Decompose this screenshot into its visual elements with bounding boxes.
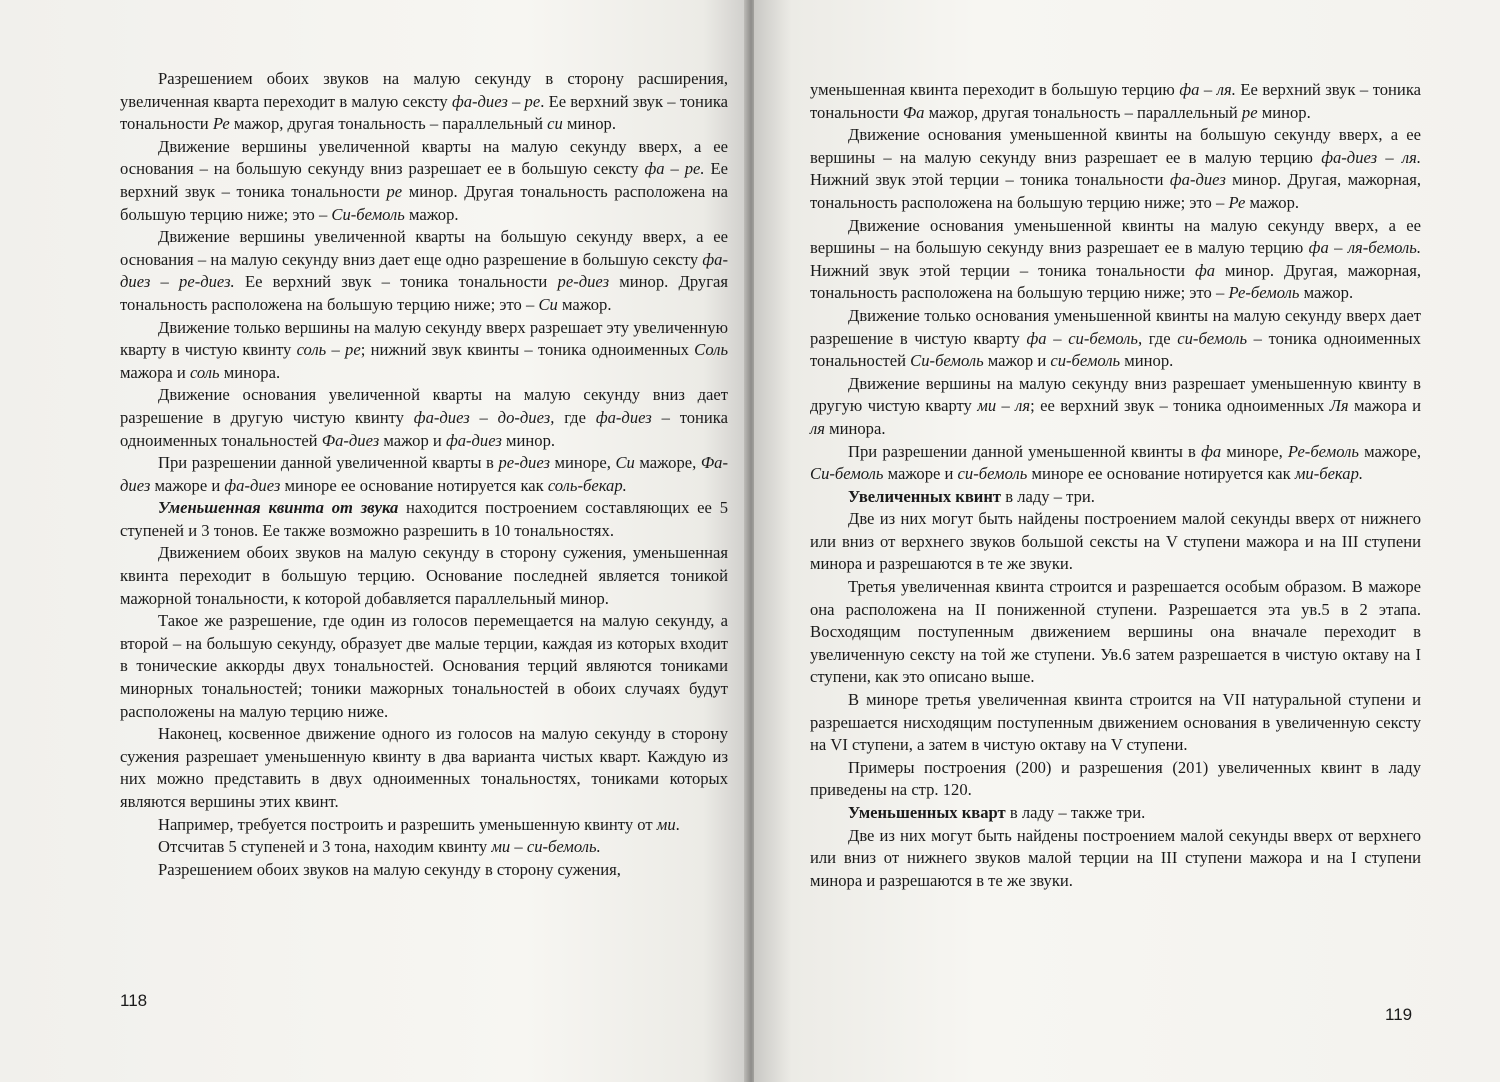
paragraph: При разрешении данной уменьшенной квинты в фа миноре, Ре-бемоль мажоре, Си-бемоль мажоре и си-бемоль миноре ее основание нотируется как ми-бекар. (810, 441, 1422, 484)
left-page-number: 118 (120, 991, 148, 1010)
paragraph: Движение только вершины на малую секунду вверх разрешает эту увеличенную кварту в чистую квинту соль – ре; нижний звук квинты – тоника одноименных Соль мажора и соль минора. (120, 317, 728, 382)
paragraph: Движение только основания уменьшенной квинты на малую секунду вверх дает разрешение в чистую кварту фа – си-бемоль, где си-бемоль – тоника одноименных тональностей Си-бемоль мажор и си-бемоль минор. (810, 305, 1421, 371)
left-page-text (120, 68, 728, 881)
left-page (0, 0, 748, 1082)
right-page-text (810, 79, 1421, 892)
paragraph: Разрешением обоих звуков на малую секунду в сторону расширения, увеличенная кварта переходит в малую сексту фа-диез – ре. Ее верхний звук – тоника тональности Ре мажор, другая тональность – параллельный си минор. (120, 69, 728, 134)
paragraph: Две из них могут быть найдены построением малой секунды вверх от верхнего или вниз от нижнего звуков малой терции на III ступени мажора и на I ступени минора и разрешаются в те же звуки. (810, 825, 1421, 890)
paragraph: Разрешением обоих звуков на малую секунду в сторону сужения, (158, 859, 621, 879)
paragraph: Уменьшенных кварт в ладу – также три. (848, 803, 1146, 822)
paragraph: Движение основания уменьшенной квинты на малую секунду вверх, а ее вершины – на большую секунду вниз разрешает ее в малую терцию фа – ля-бемоль. Нижний звук этой терции – тоника тональности фа минор. Другая, мажорная, тональность расположена на большую терцию ниже; это – Ре-бемоль мажор. (810, 215, 1421, 303)
paragraph: Две из них могут быть найдены построением малой секунды вверх от нижнего или вниз от верхнего звуков большой сексты на V ступени мажора и на III ступени минора и разрешаются в те же звуки. (810, 509, 1421, 574)
paragraph: Движение вершины на малую секунду вниз разрешает уменьшенную квинту в другую чистую кварту ми – ля; ее верхний звук – тоника одноименных Ля мажора и ля минора. (810, 373, 1422, 438)
paragraph: В миноре третья увеличенная квинта строится на VII натуральной ступени и разрешается нисходящим поступенным движением основания в увеличенную сексту на VI ступени, а затем в чистую октаву на V ступени. (810, 690, 1421, 755)
paragraph: При разрешении данной увеличенной кварты в ре-диез миноре, Си мажоре, Фа-диез мажоре и фа-диез миноре ее основание нотируется как соль-бекар. (120, 453, 728, 495)
right-page-number: 119 (1385, 1005, 1413, 1024)
right-page (754, 0, 1500, 1082)
paragraph: Движение основания увеличенной кварты на малую секунду вниз дает разрешение в другую чистую квинту фа-диез – до-диез, где фа-диез – тоника одноименных тональностей Фа-диез мажор и фа-диез минор. (120, 385, 728, 450)
paragraph: Уменьшенная квинта от звука находится построением составляющих ее 5 ступеней и 3 тонов. Ее также возможно разрешить в 10 тональностях. (120, 498, 728, 540)
paragraph: уменьшенная квинта переходит в большую терцию фа – ля. Ее верхний звук – тоника тональности Фа мажор, другая тональность – параллельный ре минор. (810, 80, 1421, 122)
paragraph: Наконец, косвенное движение одного из голосов на малую секунду в сторону сужения разрешает уменьшенную квинту в два варианта чистых кварт. Каждую из них можно представить в двух одноименных тональностях, тониками которых являются вершины этих квинт. (120, 724, 728, 811)
paragraph: Третья увеличенная квинта строится и разрешается особым образом. В мажоре она расположена на II пониженной ступени. Разрешается эта ув.5 в 2 этапа. Восходящим поступенным движением вершины она вначале переходит в увеличенную сексту на той же ступени. Ув.6 затем разрешается в чистую октаву на I ступени, как это описано выше. (810, 577, 1421, 687)
paragraph: Увеличенных квинт в ладу – три. (848, 486, 1095, 506)
paragraph: Движением обоих звуков на малую секунду в сторону сужения, уменьшенная квинта переходит в большую терцию. Основание последней является тоникой мажорной тональности, к которой добавляется параллельный минор. (120, 543, 728, 608)
paragraph: Движение основания уменьшенной квинты на большую секунду вверх, а ее вершины – на малую секунду вниз разрешает ее в малую терцию фа-диез – ля. Нижний звук этой терции – тоника тональности фа-диез минор. Другая, мажорная, тональность расположена на большую терцию ниже; это – Ре мажор. (810, 125, 1422, 212)
paragraph: Примеры построения (200) и разрешения (201) увеличенных квинт в ладу приведены на стр. 120. (810, 757, 1421, 800)
paragraph: Движение вершины увеличенной кварты на большую секунду вверх, а ее основания – на малую секунду вниз дает еще одно разрешение в большую сексту фа-диез – ре-диез. Ее верхний звук – тоника тональности ре-диез минор. Другая тональность расположена на большую терцию ниже; это – Си мажор. (120, 227, 728, 314)
paragraph: Такое же разрешение, где один из голосов перемещается на малую секунду, а второй – на большую секунду, образует две малые терции, каждая из которых входит в тонические аккорды двух тональностей. Основания терций являются тониками минорных тональностей; тоники мажорных тональностей в обоих случаях будут расположены на малую терцию ниже. (120, 611, 728, 721)
paragraph: Движение вершины увеличенной кварты на малую секунду вверх, а ее основания – на большую секунду вниз разрешает ее в большую сексту фа – ре. Ее верхний звук – тоника тональности ре минор. Другая тональность расположена на большую терцию ниже; это – Си-бемоль мажор. (120, 136, 728, 224)
paragraph: Отсчитав 5 ступеней и 3 тона, находим квинту ми – си-бемоль. (158, 837, 601, 857)
paragraph: Например, требуется построить и разрешить уменьшенную квинту от ми. (158, 814, 680, 834)
